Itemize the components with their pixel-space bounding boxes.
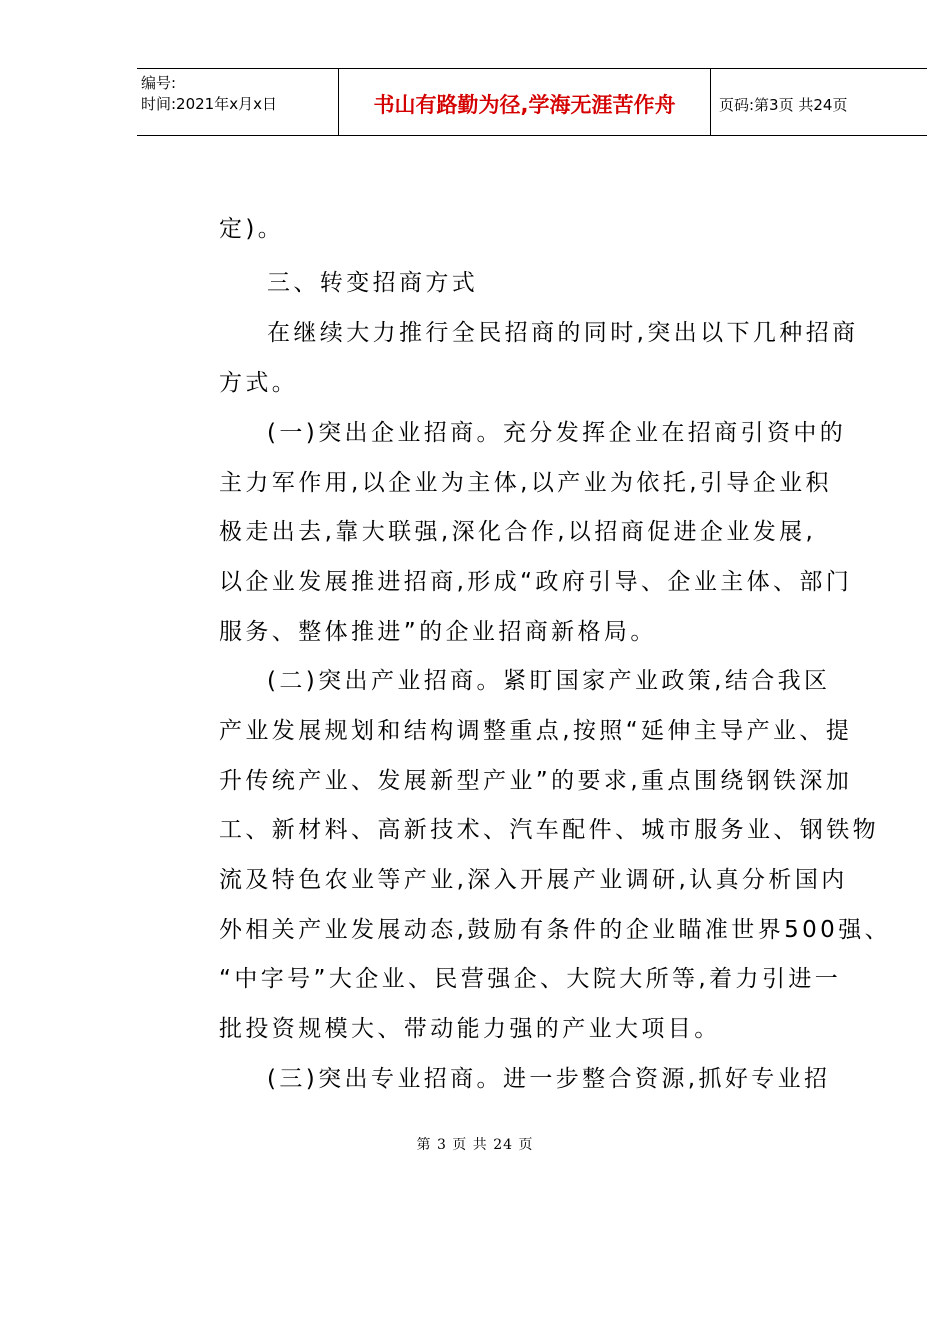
body-line: 批投资规模大、带动能力强的产业大项目。 (219, 1016, 721, 1042)
body-line: 服务、整体推进”的企业招商新格局。 (219, 619, 657, 645)
body-line: 流及特色农业等产业,深入开展产业调研,认真分析国内 (219, 867, 848, 893)
body-line: 极走出去,靠大联强,深化合作,以招商促进企业发展, (219, 519, 817, 545)
body-line: (三)突出专业招商。进一步整合资源,抓好专业招 (267, 1066, 831, 1092)
body-line: (一)突出企业招商。充分发挥企业在招商引资中的 (267, 420, 847, 446)
body-line: 产业发展规划和结构调整重点,按照“延伸主导产业、提 (219, 718, 853, 744)
body-line: 外相关产业发展动态,鼓励有条件的企业瞄准世界500强、 (219, 917, 892, 943)
body-line: 以企业发展推进招商,形成“政府引导、企业主体、部门 (219, 569, 853, 595)
body-line: 在继续大力推行全民招商的同时,突出以下几种招商 (267, 320, 859, 346)
body-line: 定)。 (219, 216, 285, 242)
body-line: “中字号”大企业、民营强企、大院大所等,着力引进一 (219, 966, 842, 992)
header-motto: 书山有路勤为径,学海无涯苦作舟 (339, 69, 711, 135)
body-line: 工、新材料、高新技术、汽车配件、城市服务业、钢铁物 (219, 817, 879, 843)
body-line: 方式。 (219, 370, 299, 396)
document-number-label: 编号: (141, 74, 177, 92)
header-meta-cell (137, 69, 339, 135)
page-header (137, 68, 927, 136)
body-line: (二)突出产业招商。紧盯国家产业政策,结合我区 (267, 668, 831, 694)
page-footer: 第 3 页 共 24 页 (416, 1137, 534, 1153)
body-line: 升传统产业、发展新型产业”的要求,重点围绕钢铁深加 (219, 768, 853, 794)
document-date-label: 时间:2021年x月x日 (141, 95, 277, 113)
section-heading: 三、转变招商方式 (267, 270, 479, 296)
header-page-indicator: 页码:第3页 共24页 (719, 95, 848, 114)
body-line: 主力军作用,以企业为主体,以产业为依托,引导企业积 (219, 470, 832, 496)
